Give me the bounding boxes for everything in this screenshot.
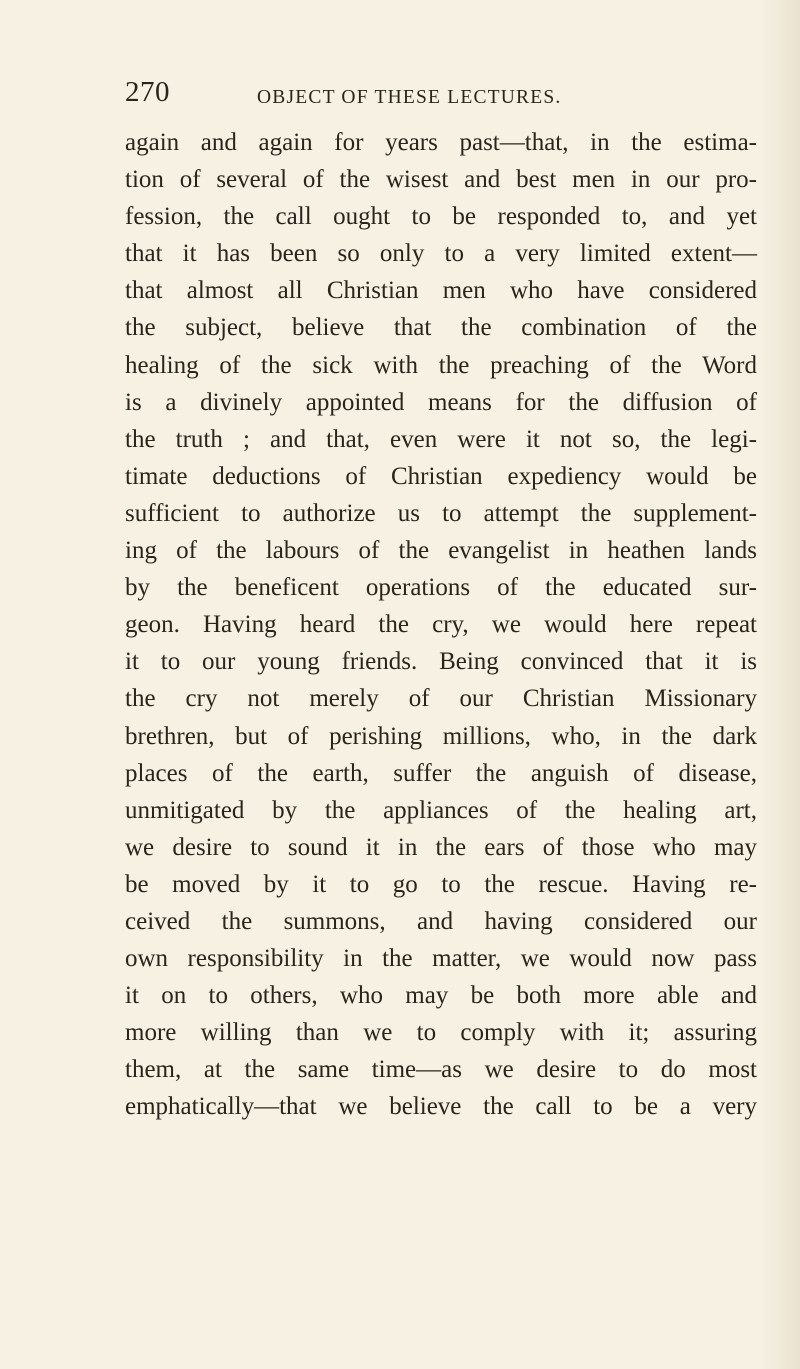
text-line: that it has been so only to a very limited extent—	[125, 240, 757, 268]
text-line: it to our young friends. Being convinced that it is	[125, 648, 757, 676]
text-line: is a divinely appointed means for the diffusion of	[125, 388, 757, 416]
text-line: geon. Having heard the cry, we would here repeat	[125, 611, 757, 639]
text-line: fession, the call ought to be responded to, and yet	[125, 203, 757, 231]
text-line: places of the earth, suffer the anguish of disease,	[125, 759, 757, 787]
text-line: unmitigated by the appliances of the healing art,	[125, 796, 757, 824]
text-line: ceived the summons, and having considered our	[125, 907, 757, 935]
text-line: be moved by it to go to the rescue. Having re-	[125, 870, 757, 898]
text-line: that almost all Christian men who have considered	[125, 277, 757, 305]
text-line: again and again for years past—that, in the estima-	[125, 129, 757, 156]
text-line: brethren, but of perishing millions, who, in the dark	[125, 722, 757, 750]
text-line: it on to others, who may be both more able and	[125, 982, 757, 1010]
text-line: sufficient to authorize us to attempt the supplement-	[125, 499, 757, 527]
text-line: more willing than we to comply with it; assuring	[125, 1019, 757, 1047]
text-line: the cry not merely of our Christian Missionary	[125, 685, 757, 713]
text-line: ing of the labours of the evangelist in heathen lands	[125, 537, 757, 565]
text-line: own responsibility in the matter, we would now pass	[125, 945, 757, 973]
text-line: we desire to sound it in the ears of those who may	[125, 833, 757, 861]
text-line: the subject, believe that the combination of the	[125, 314, 757, 342]
text-line: timate deductions of Christian expediency would be	[125, 462, 757, 490]
text-line: tion of several of the wisest and best men in our pro-	[125, 166, 757, 194]
body-text	[125, 124, 757, 1126]
running-head: OBJECT OF THESE LECTURES.	[257, 87, 562, 108]
text-line: by the beneficent operations of the educated sur-	[125, 574, 757, 602]
text-line: them, at the same time—as we desire to do most	[125, 1056, 757, 1084]
text-line: healing of the sick with the preaching of the Word	[125, 351, 757, 379]
text-line: emphatically—that we believe the call to be a very	[125, 1093, 757, 1121]
text-line: the truth ; and that, even were it not so, the legi-	[125, 425, 757, 453]
page-number: 270	[125, 76, 170, 108]
